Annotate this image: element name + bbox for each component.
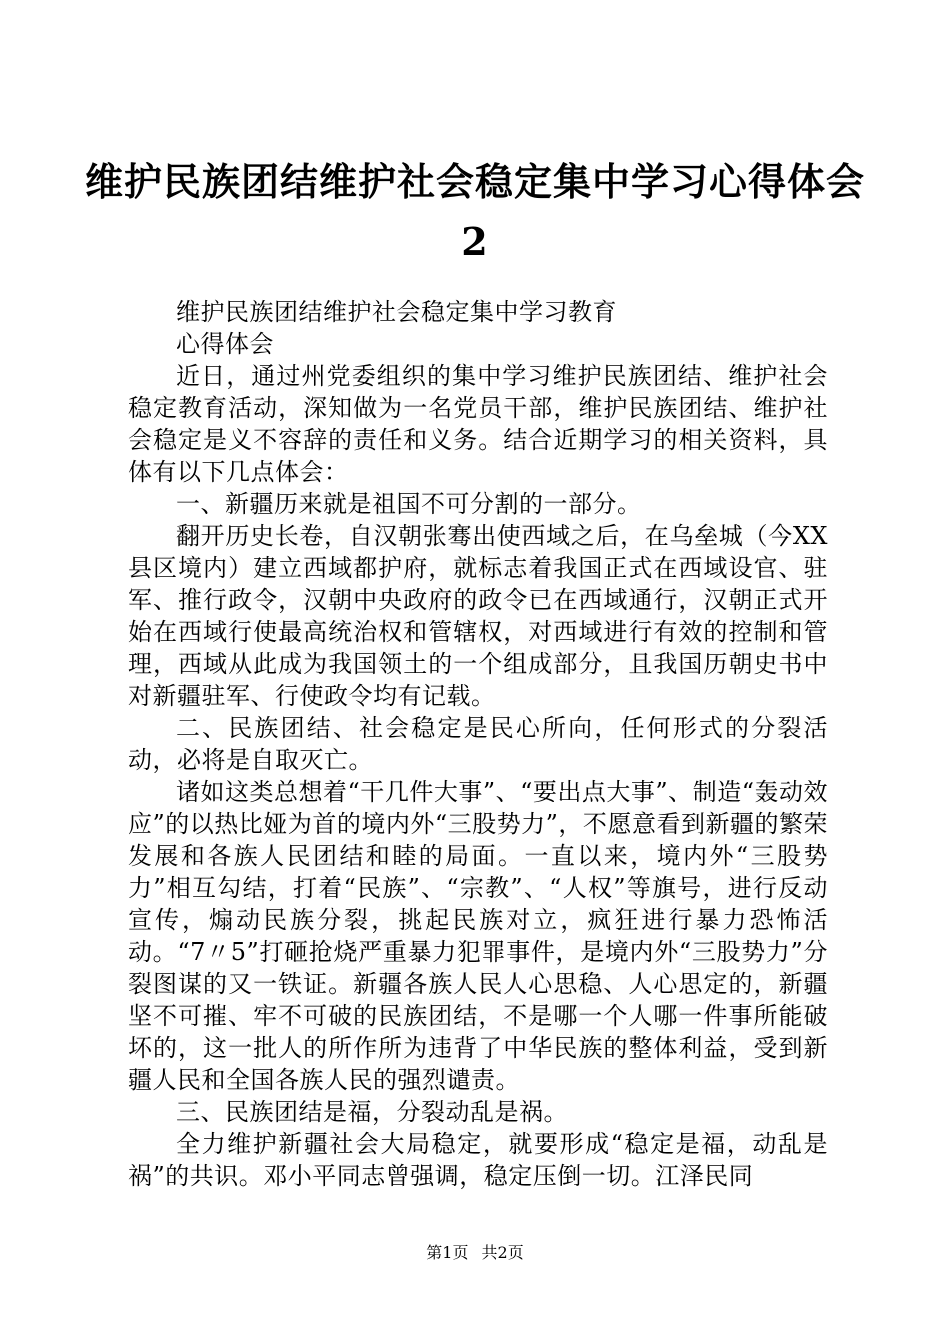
paragraph-heading: 三、民族团结是福，分裂动乱是祸。 [176, 1098, 568, 1126]
paragraph: 全力维护新疆社会大局稳定，就要形成“稳定是福，动乱是祸”的共识。邓小平同志曾强调，稳定压倒一切。江泽民同 [128, 1130, 828, 1190]
paragraph-subtitle: 维护民族团结维护社会稳定集中学习教育 [176, 298, 617, 326]
page-total: 共2页 [481, 1243, 524, 1262]
paragraph: 近日，通过州党委组织的集中学习维护民族团结、维护社会稳定教育活动，深知做为一名党员干部，维护民族团结、维护社会稳定是义不容辞的责任和义务。结合近期学习的相关资料，具体有以下几点体会： [128, 362, 828, 486]
document-title-number: 2 [461, 219, 489, 264]
paragraph-subtitle-2: 心得体会 [176, 330, 274, 358]
document-title: 维护民族团结维护社会稳定集中学习心得体会 [84, 159, 865, 204]
paragraph-heading: 一、新疆历来就是祖国不可分割的一部分。 [176, 490, 642, 518]
document-body [128, 296, 828, 1192]
page-number: 第1页 [426, 1243, 469, 1262]
paragraph-heading: 二、民族团结、社会稳定是民心所向，任何形式的分裂活动，必将是自取灭亡。 [128, 714, 828, 774]
page-footer [0, 1243, 950, 1263]
paragraph: 诸如这类总想着“干几件大事”、“要出点大事”、制造“轰动效应”的以热比娅为首的境内外“三股势力”，不愿意看到新疆的繁荣发展和各族人民团结和睦的局面。一直以来，境内外“三股势力”相互勾结，打着“民族”、“宗教”、“人权”等旗号，进行反动宣传，煽动民族分裂，挑起民族对立，疯狂进行暴力恐怖活动。“7〃5”打砸抢烧严重暴力犯罪事件，是境内外“三股势力”分裂图谋的又一铁证。新疆各族人民人心思稳、人心思定的，新疆坚不可摧、牢不可破的民族团结，不是哪一个人哪一件事所能破坏的，这一批人的所作所为违背了中华民族的整体利益，受到新疆人民和全国各族人民的强烈谴责。 [128, 778, 828, 1094]
paragraph: 翻开历史长卷，自汉朝张骞出使西域之后，在乌垒城（今XX县区境内）建立西域都护府，就标志着我国正式在西域设官、驻军、推行政令，汉朝中央政府的政令已在西域通行，汉朝正式开始在西域行使最高统治权和管辖权，对西域进行有效的控制和管理，西域从此成为我国领土的一个组成部分，且我国历朝史书中对新疆驻军、行使政令均有记载。 [128, 522, 828, 710]
